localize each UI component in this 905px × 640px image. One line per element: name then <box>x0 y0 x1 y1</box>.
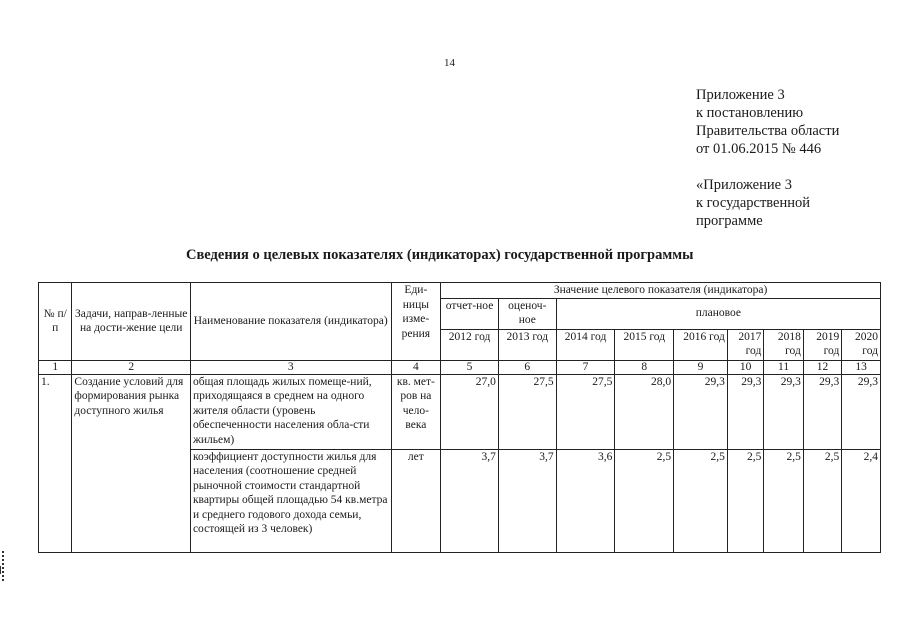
column-number: 2 <box>72 360 191 374</box>
column-number: 7 <box>556 360 615 374</box>
header-estimate: оценоч-ное <box>498 298 556 329</box>
appendix-line: к государственной <box>696 195 811 211</box>
indicator-name: коэффициент доступности жилья для населения (соотношение средней рыночной стоимости стандартной квартиры общей площадью 54 кв.метра и среднего годового дохода семьи, состоящей из 3 человек) <box>190 449 391 552</box>
header-unit: Еди-ницы изме-рения <box>391 283 441 361</box>
column-number: 9 <box>674 360 728 374</box>
header-year: 2019 год <box>803 329 841 360</box>
value-cell: 28,0 <box>615 374 674 449</box>
value-cell: 3,7 <box>498 449 556 552</box>
document-title: Сведения о целевых показателях (индикаторах) государственной программы <box>186 247 694 263</box>
value-cell: 3,6 <box>556 449 615 552</box>
row-number: 1. <box>39 374 72 552</box>
appendix-line: Приложение 3 <box>696 87 785 103</box>
column-number: 3 <box>190 360 391 374</box>
header-year: 2014 год <box>556 329 615 360</box>
indicator-unit: лет <box>391 449 441 552</box>
indicator-name: общая площадь жилых помеще-ний, приходящаяся в среднем на одного жителя области (уровень обеспеченности населения обла-сти жильем) <box>190 374 391 449</box>
header-indicator-name: Наименование показателя (индикатора) <box>190 283 391 361</box>
appendix-reference-block <box>696 86 839 158</box>
header-values: Значение целевого показателя (индикатора) <box>441 283 881 299</box>
value-cell: 2,5 <box>727 449 763 552</box>
header-report: отчет-ное <box>441 298 499 329</box>
header-year: 2017 год <box>727 329 763 360</box>
appendix-line: от 01.06.2015 № 446 <box>696 141 822 157</box>
column-number: 8 <box>615 360 674 374</box>
column-number: 5 <box>441 360 499 374</box>
value-cell: 2,5 <box>674 449 728 552</box>
indicators-table <box>38 282 881 553</box>
value-cell: 29,3 <box>727 374 763 449</box>
value-cell: 29,3 <box>764 374 804 449</box>
table-row <box>39 374 881 449</box>
value-cell: 27,5 <box>498 374 556 449</box>
indicator-unit: кв. мет-ров на чело-века <box>391 374 441 449</box>
value-cell: 2,5 <box>764 449 804 552</box>
appendix-line: к постановлению <box>696 105 804 121</box>
column-number: 11 <box>764 360 804 374</box>
value-cell: 29,3 <box>842 374 881 449</box>
column-number: 1 <box>39 360 72 374</box>
value-cell: 2,5 <box>615 449 674 552</box>
header-year: 2018 год <box>764 329 804 360</box>
task-cell: Создание условий для формирования рынка доступного жилья <box>72 374 191 552</box>
header-year: 2020 год <box>842 329 881 360</box>
header-number: № п/п <box>39 283 72 361</box>
column-number: 4 <box>391 360 441 374</box>
appendix-line: Правительства области <box>696 123 840 139</box>
value-cell: 2,4 <box>842 449 881 552</box>
header-year: 2015 год <box>615 329 674 360</box>
column-number: 10 <box>727 360 763 374</box>
column-number: 13 <box>842 360 881 374</box>
value-cell: 29,3 <box>674 374 728 449</box>
header-year: 2012 год <box>441 329 499 360</box>
value-cell: 3,7 <box>441 449 499 552</box>
header-tasks: Задачи, направ-ленные на дости-жение цели <box>72 283 191 361</box>
column-number: 6 <box>498 360 556 374</box>
value-cell: 27,0 <box>441 374 499 449</box>
value-cell: 27,5 <box>556 374 615 449</box>
program-appendix-block <box>696 176 810 230</box>
appendix-line: «Приложение 3 <box>696 177 792 193</box>
header-planned: плановое <box>556 298 880 329</box>
value-cell: 29,3 <box>803 374 841 449</box>
margin-mark <box>0 566 4 574</box>
column-number: 12 <box>803 360 841 374</box>
header-year: 2016 год <box>674 329 728 360</box>
value-cell: 2,5 <box>803 449 841 552</box>
header-year: 2013 год <box>498 329 556 360</box>
appendix-line: программе <box>696 213 763 229</box>
page-number: 14 <box>444 57 455 69</box>
